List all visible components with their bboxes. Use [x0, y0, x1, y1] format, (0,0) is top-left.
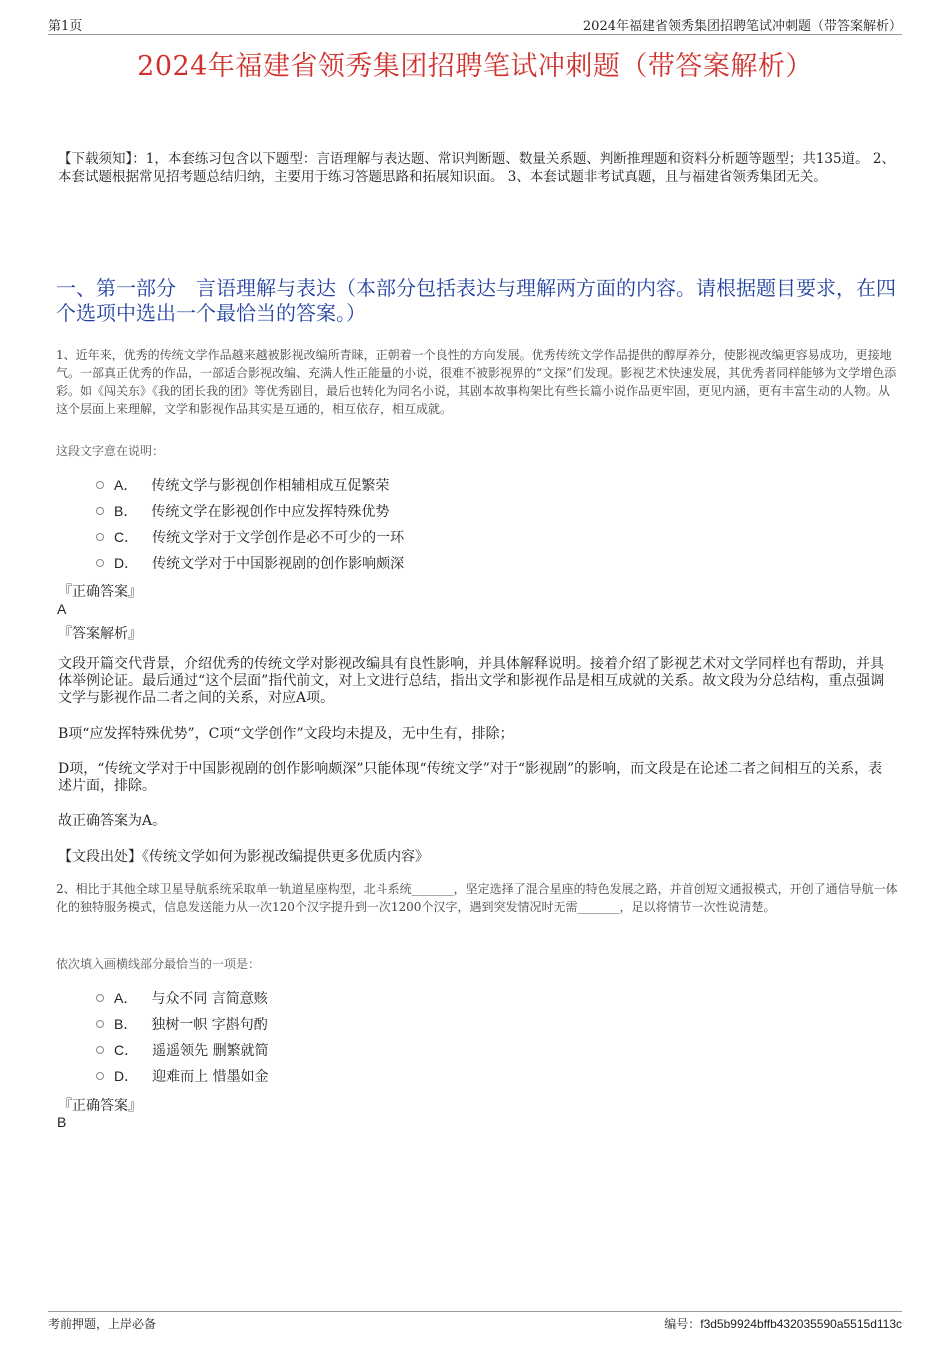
option-letter: D．: [114, 1068, 139, 1084]
radio-circle-icon[interactable]: [96, 559, 104, 567]
question-1-analysis-para-4: 故正确答案为A。: [58, 813, 167, 829]
option-letter: A．: [114, 990, 138, 1006]
option-letter: A．: [114, 477, 138, 493]
option-letter: B．: [114, 1016, 138, 1032]
question-1-option-c[interactable]: [96, 524, 404, 550]
footer-slogan: 考前押题，上岸必备: [48, 1317, 157, 1331]
question-2-text: 2、相比于其他全球卫星导航系统采取单一轨道星座构型，北斗系统_______，坚定选择了混合星座的特色发展之路，并首创短文通报模式，开创了通信导航一体化的独特服务模式，信息发送能力从一次120个汉字提升到一次1200个汉字，遇到突发情况时无需_______，足以将情节一次性说清楚。: [56, 882, 898, 914]
question-1-analysis-para-1: 文段开篇交代背景，介绍优秀的传统文学对影视改编具有良性影响，并具体解释说明。接着介绍了影视艺术对文学同样也有帮助，并具体举例论证。最后通过“这个层面”指代前文，对上文进行总结，指出文学和影视作品是相互成就的关系。故文段为分总结构，重点强调文学与影视作品二者之间的关系，对应A项。: [58, 656, 885, 706]
page-footer: [48, 1311, 902, 1332]
question-1-options: [96, 472, 404, 576]
question-1-analysis-label: 『答案解析』: [58, 626, 142, 642]
page-title: 2024年福建省领秀集团招聘笔试冲刺题（带答案解析）: [137, 51, 813, 82]
radio-circle-icon[interactable]: [96, 1046, 104, 1054]
radio-circle-icon[interactable]: [96, 481, 104, 489]
option-text: 传统文学在影视创作中应发挥特殊优势: [151, 504, 390, 520]
question-2-answer: B: [57, 1114, 67, 1130]
question-2-options: [96, 985, 269, 1089]
question-2-option-a[interactable]: [96, 985, 269, 1011]
radio-circle-icon[interactable]: [96, 1020, 104, 1028]
radio-circle-icon[interactable]: [96, 507, 104, 515]
page-number: 第1页: [48, 19, 83, 34]
question-2-answer-label: 『正确答案』: [58, 1098, 142, 1114]
question-1-source: 【文段出处】《传统文学如何为影视改编提供更多优质内容》: [58, 849, 429, 865]
download-notice: 【下载须知】：1，本套练习包含以下题型：言语理解与表达题、常识判断题、数量关系题、判断推理题和资料分析题等题型；共135道。 2、本套试题根据常见招考题总结归纳，主要用于练习答题思路和拓展知识面。 3、本套试题非考试真题，且与福建省领秀集团无关。: [58, 151, 895, 185]
question-2-prompt: 依次填入画横线部分最恰当的一项是：: [56, 957, 261, 971]
option-text: 与众不同 言简意赅: [151, 991, 268, 1007]
question-1-prompt: 这段文字意在说明：: [56, 444, 165, 458]
question-1-option-b[interactable]: [96, 498, 404, 524]
option-text: 传统文学对于文学创作是必不可少的一环: [152, 530, 405, 546]
radio-circle-icon[interactable]: [96, 1072, 104, 1080]
header-doc-title: 2024年福建省领秀集团招聘笔试冲刺题（带答案解析）: [582, 19, 902, 34]
option-letter: C．: [114, 1042, 139, 1058]
footer-code: [664, 1315, 902, 1332]
option-letter: B．: [114, 503, 138, 519]
radio-circle-icon[interactable]: [96, 533, 104, 541]
question-2-option-c[interactable]: [96, 1037, 269, 1063]
option-text: 独树一帜 字斟句酌: [151, 1017, 268, 1033]
question-1-option-d[interactable]: [96, 550, 404, 576]
footer-code-value: f3d5b9924bffb432035590a5515d113c: [700, 1317, 902, 1331]
footer-code-label: 编号：: [664, 1317, 701, 1331]
question-1-text: 1、近年来，优秀的传统文学作品越来越被影视改编所青睐，正朝着一个良性的方向发展。优秀传统文学作品提供的醇厚养分，使影视改编更容易成功，更接地气。一部真正优秀的作品，一部适合影视改编、充满人性正能量的小说，很难不被影视界的“文探”们发现。影视艺术快速发展，其优秀者同样能够为文学增色添彩。如《闯关东》《我的团长我的团》等优秀剧目，最后也转化为同名小说，其剧本故事构架比有些长篇小说作品更牢固，更见内涵，更有丰富生动的人物。从这个层面上来理解，文学和影视作品其实是互通的，相互依存，相互成就。: [56, 348, 897, 416]
question-1-answer: A: [57, 601, 67, 617]
section-heading: 一、第一部分 言语理解与表达（本部分包括表达与理解两方面的内容。请根据题目要求，在四个选项中选出一个最恰当的答案。）: [56, 276, 896, 325]
option-text: 传统文学对于中国影视剧的创作影响颇深: [152, 556, 405, 572]
question-1-analysis-para-2: B项“应发挥特殊优势”，C项“文学创作”文段均未提及，无中生有，排除；: [58, 726, 514, 742]
question-2-option-d[interactable]: [96, 1063, 269, 1089]
radio-circle-icon[interactable]: [96, 994, 104, 1002]
option-letter: C．: [114, 529, 139, 545]
question-1-answer-label: 『正确答案』: [58, 584, 142, 600]
page-header: [48, 14, 902, 35]
option-text: 遥遥领先 删繁就简: [152, 1043, 269, 1059]
option-letter: D．: [114, 555, 139, 571]
question-2-option-b[interactable]: [96, 1011, 269, 1037]
question-1-analysis-para-3: D项，“传统文学对于中国影视剧的创作影响颇深”只能体现“传统文学”对于“影视剧”的影响，而文段是在论述二者之间相互的关系，表述片面，排除。: [58, 761, 883, 794]
question-1-option-a[interactable]: [96, 472, 404, 498]
option-text: 传统文学与影视创作相辅相成互促繁荣: [151, 478, 390, 494]
option-text: 迎难而上 惜墨如金: [152, 1069, 269, 1085]
